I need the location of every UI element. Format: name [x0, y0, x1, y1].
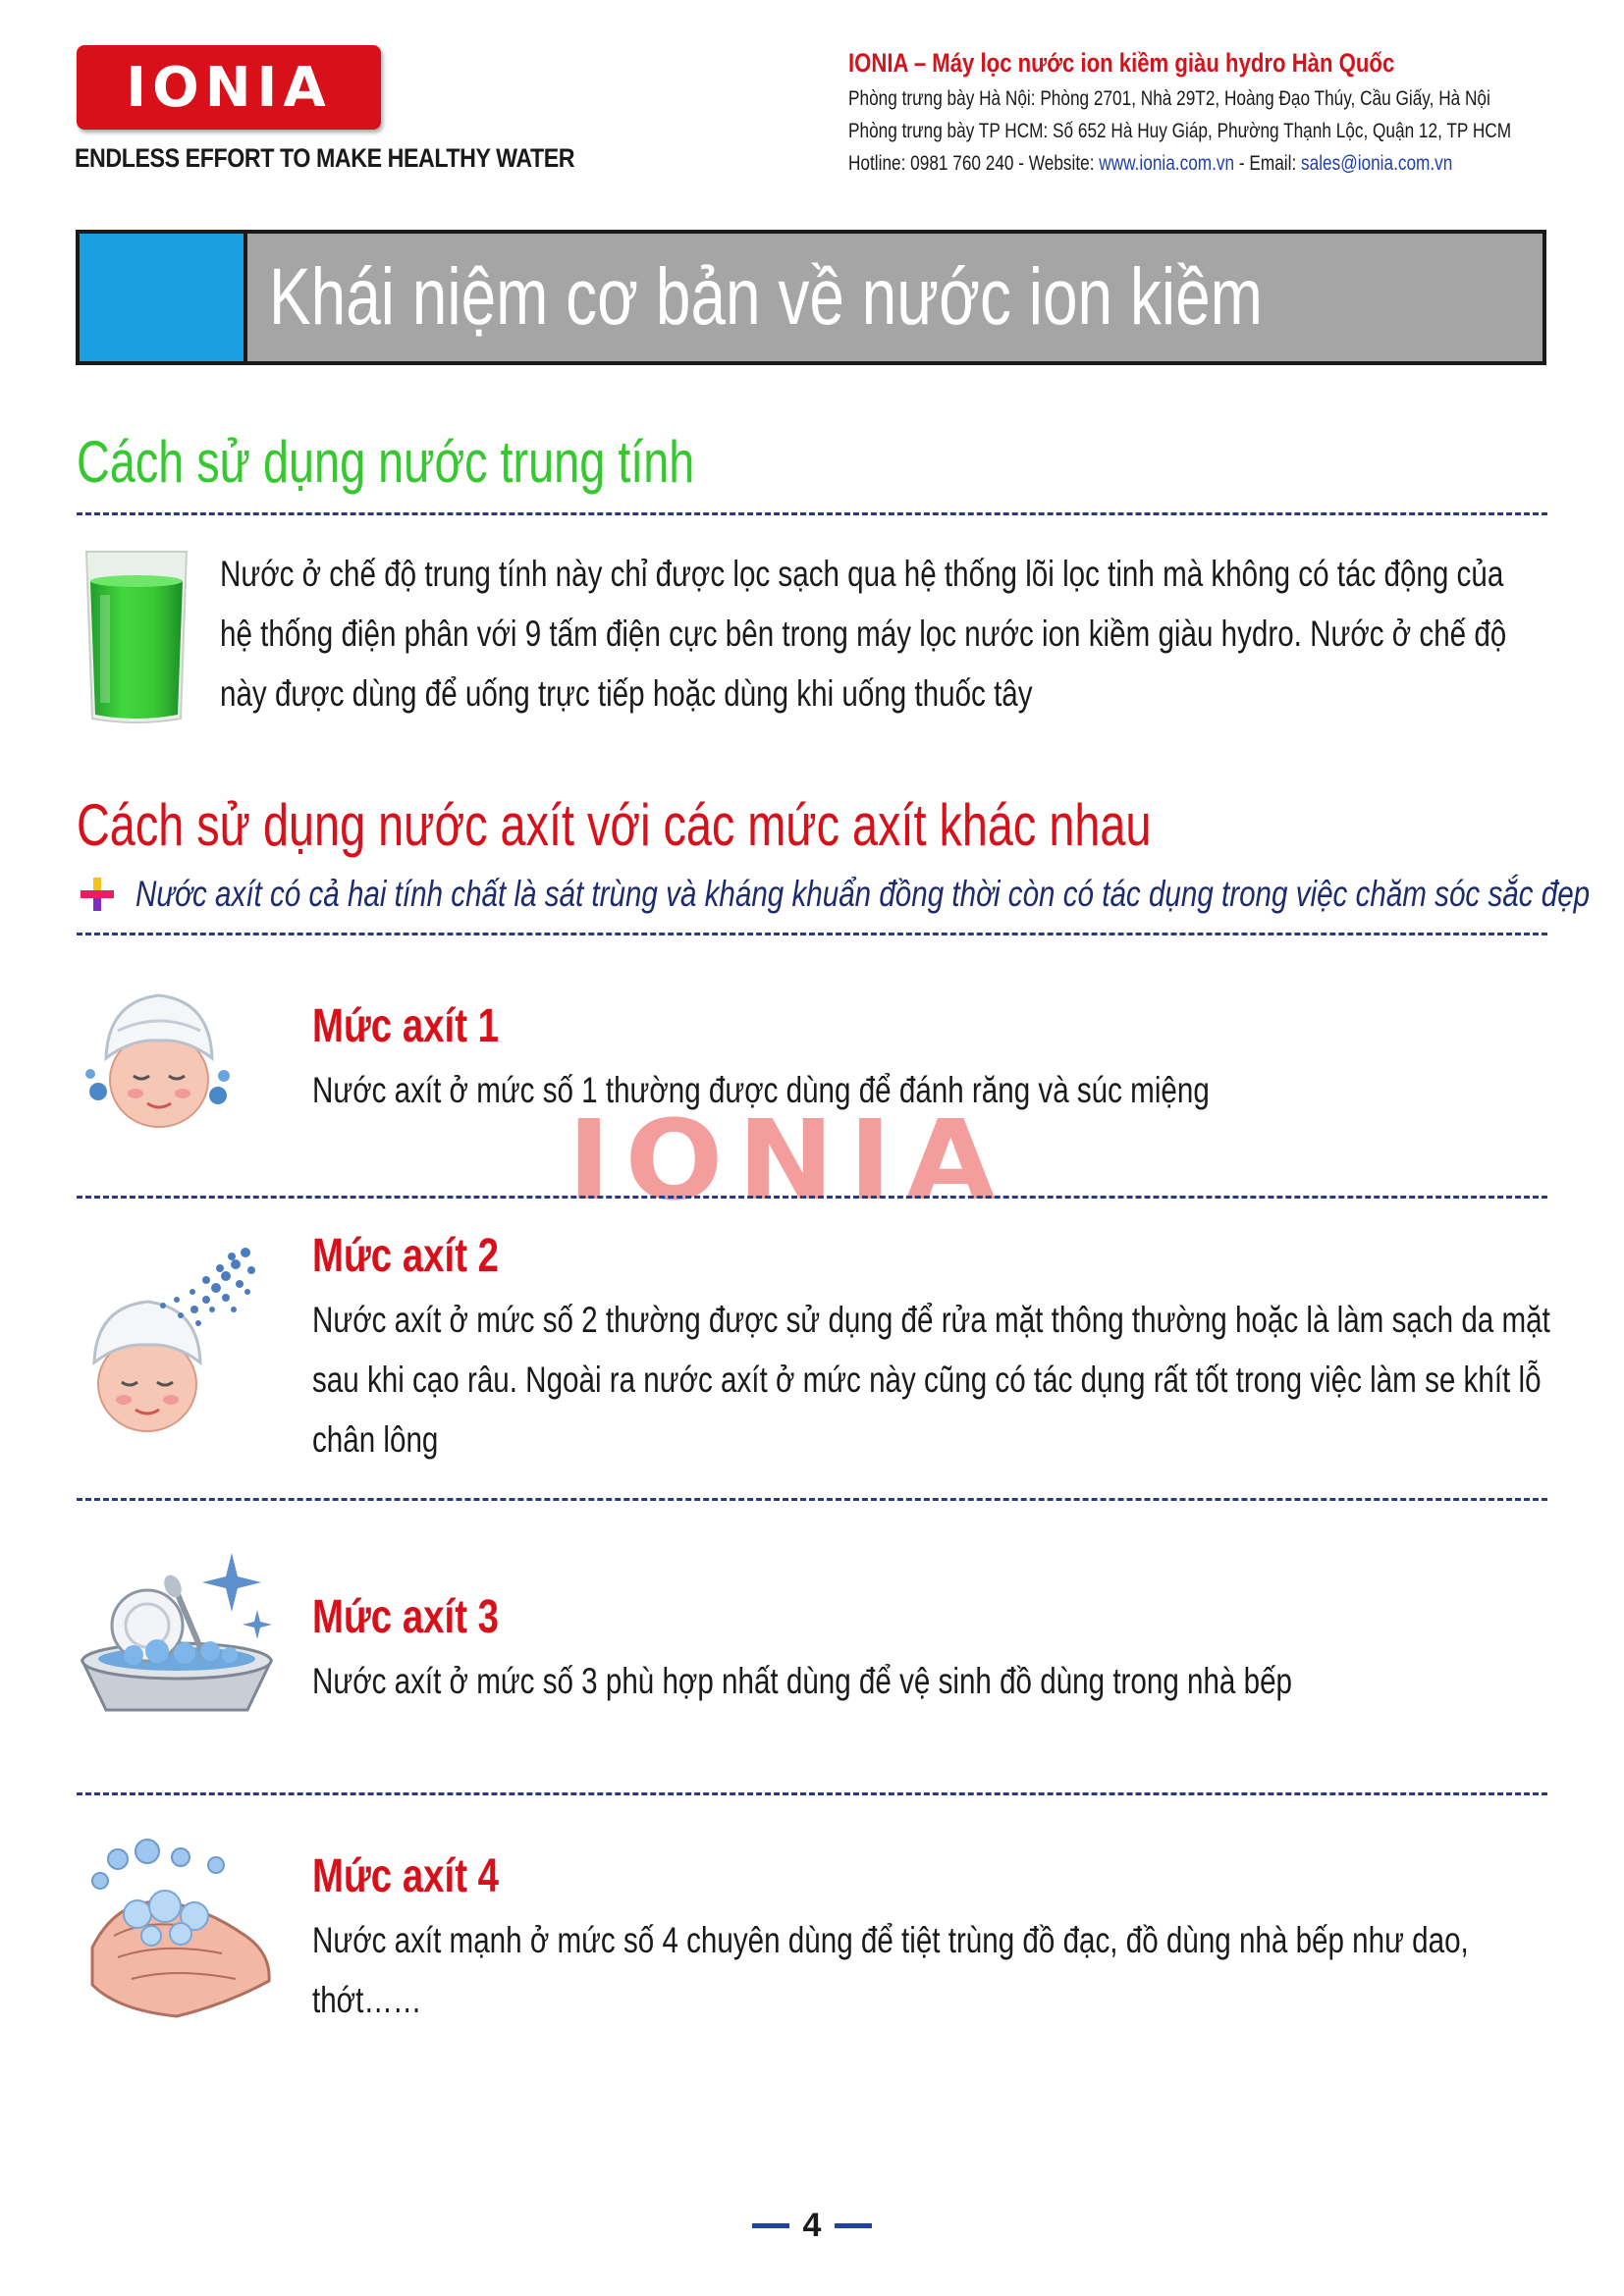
acid-level-line: thớt……: [312, 1980, 422, 2020]
acid-level-4-title: Mức axít 4: [312, 1850, 500, 1902]
green-glass-icon: [82, 546, 190, 726]
divider: [77, 933, 1547, 935]
neutral-heading: Cách sử dụng nước trung tính: [77, 429, 695, 495]
email-link[interactable]: sales@ionia.com.vn: [1301, 152, 1453, 175]
tagline: ENDLESS EFFORT TO MAKE HEALTHY WATER: [75, 143, 575, 173]
contact-block: [848, 43, 1555, 180]
email-label: - Email:: [1234, 152, 1302, 175]
banner-title-box: [247, 234, 1543, 361]
acid-note: [79, 874, 1624, 915]
acid-level-line: Nước axít ở mức số 2 thường được sử dụng để rửa mặt thông thường hoặc là làm sạch da mặt: [312, 1300, 1550, 1340]
page-number-value: 4: [802, 2207, 822, 2244]
acid-level-line: Nước axít mạnh ở mức số 4 chuyên dùng để tiệt trùng đồ đạc, đồ dùng nhà bếp như dao,: [312, 1920, 1469, 1960]
face-spray-icon: [79, 1239, 259, 1443]
website-link[interactable]: www.ionia.com.vn: [1099, 152, 1235, 175]
hcm-showroom: Phòng trưng bày TP HCM: Số 652 Hà Huy Giáp, Phường Thạnh Lộc, Quận 12, TP HCM: [848, 120, 1512, 142]
page-number: [0, 2207, 1624, 2245]
acid-level-line: sau khi cạo râu. Ngoài ra nước axít ở mức này cũng có tác dụng rất tốt trong việc làm se khít lỗ: [312, 1360, 1542, 1400]
watermark: IONIA: [568, 1097, 1010, 1225]
hanoi-showroom: Phòng trưng bày Hà Nội: Phòng 2701, Nhà 29T2, Hoàng Đạo Thúy, Cầu Giấy, Hà Nội: [848, 87, 1490, 110]
acid-level-4-description: [312, 1910, 1624, 2030]
title-banner: [76, 230, 1546, 365]
acid-level-3-description: [312, 1651, 1538, 1711]
company-line: IONIA – Máy lọc nước ion kiềm giàu hydro Hàn Quốc: [848, 48, 1395, 78]
washing-hands-icon: [79, 1838, 281, 2030]
note-text: Nước axít có cả hai tính chất là sát trùng và kháng khuẩn đồng thời còn có tác dụng trong việc chăm sóc sắc đẹp: [135, 874, 1591, 914]
acid-level-line: Nước axít ở mức số 1 thường được dùng để đánh răng và súc miệng: [312, 1070, 1210, 1110]
dish-basin-icon: [75, 1553, 281, 1720]
hotline-label: Hotline: 0981 760 240 - Website:: [848, 152, 1100, 175]
divider: [77, 1498, 1547, 1501]
bullet-cross-icon: [79, 876, 116, 913]
ionia-logo: [77, 45, 381, 130]
logo-text: IONIA: [126, 55, 332, 120]
neutral-description: [220, 544, 1624, 723]
face-towel-icon: [79, 982, 238, 1137]
acid-level-line: chân lông: [312, 1419, 439, 1460]
neutral-line: này được dùng để uống trực tiếp hoặc dùng khi uống thuốc tây: [220, 673, 1033, 714]
acid-level-1-title: Mức axít 1: [312, 1000, 500, 1052]
banner-accent: [80, 234, 247, 361]
acid-level-2-description: [312, 1290, 1624, 1469]
neutral-line: hệ thống điện phân với 9 tấm điện cực bên trong máy lọc nước ion kiềm giàu hydro. Nước ở chế độ: [220, 614, 1507, 654]
divider: [77, 1792, 1547, 1795]
acid-level-3-title: Mức axít 3: [312, 1591, 500, 1643]
page-number-bar-left: [752, 2223, 789, 2228]
page-title: Khái niệm cơ bản về nước ion kiềm: [268, 252, 1263, 342]
acid-level-2-title: Mức axít 2: [312, 1230, 500, 1282]
acid-heading: Cách sử dụng nước axít với các mức axít khác nhau: [77, 792, 1152, 858]
hotline-line: [848, 147, 1453, 180]
divider: [77, 512, 1547, 515]
neutral-line: Nước ở chế độ trung tính này chỉ được lọc sạch qua hệ thống lõi lọc tinh mà không có tác động của: [220, 554, 1504, 594]
page-number-bar-right: [835, 2223, 872, 2228]
divider: [77, 1196, 1547, 1199]
acid-level-line: Nước axít ở mức số 3 phù hợp nhất dùng để vệ sinh đồ dùng trong nhà bếp: [312, 1661, 1293, 1701]
